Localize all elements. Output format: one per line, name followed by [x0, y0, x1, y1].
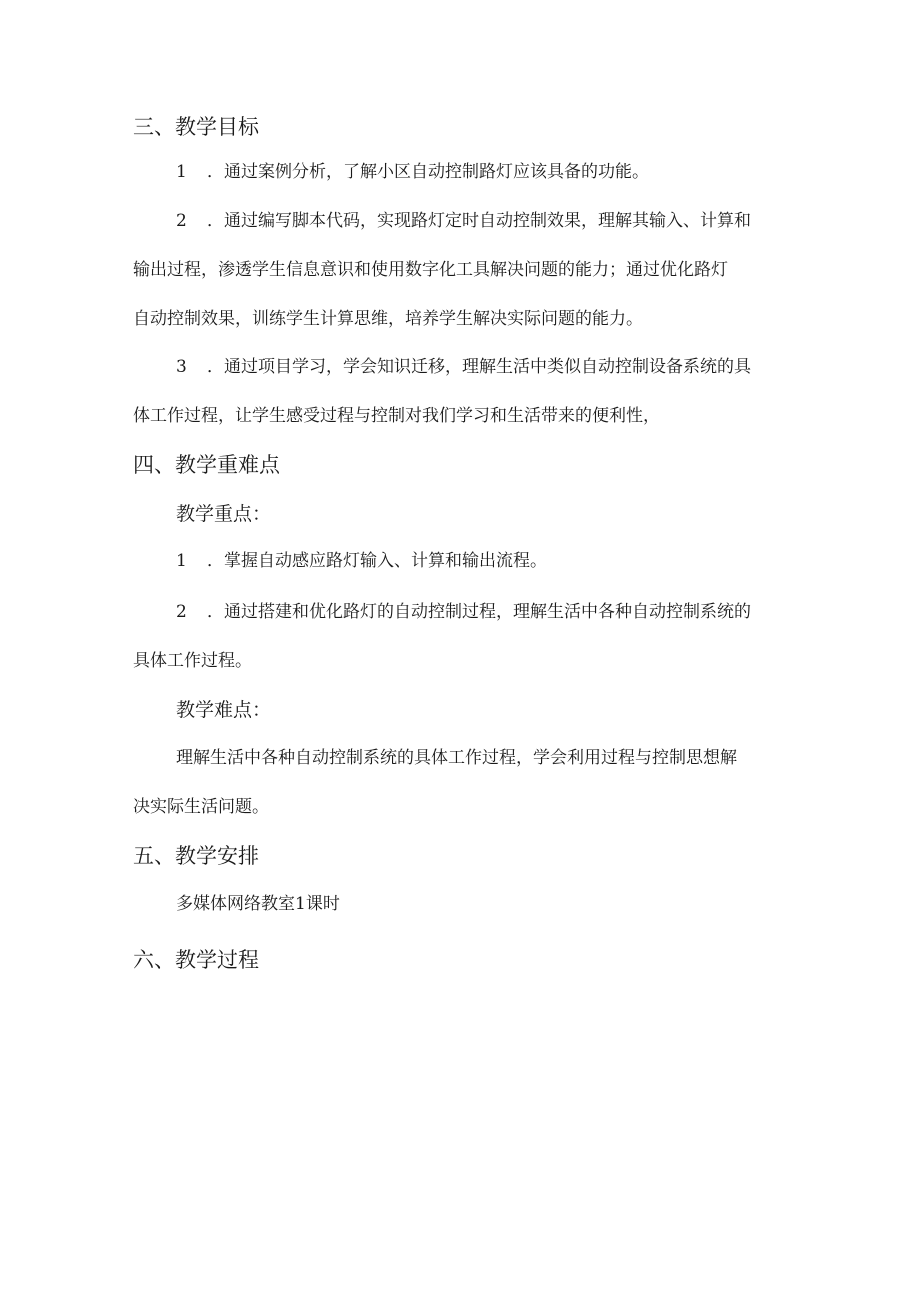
key-point-text: ．掌握自动感应路灯输入、计算和输出流程。 — [207, 551, 547, 571]
key-point-item-2 — [176, 604, 751, 621]
goal-number: 1 — [176, 162, 187, 182]
goal-text: ．通过案例分析，了解小区自动控制路灯应该具备的功能。 — [207, 162, 649, 182]
section-heading-teaching-goals: 三、教学目标 — [133, 115, 259, 139]
goal-number: 3 — [176, 357, 187, 377]
goal-text: ．通过项目学习，学会知识迁移，理解生活中类似自动控制设备系统的具 — [207, 357, 751, 377]
goal-text: ．通过编写脚本代码，实现路灯定时自动控制效果，理解其输入、计算和 — [207, 211, 751, 231]
key-point-text-continuation: 具体工作过程。 — [133, 651, 252, 671]
key-point-item-1 — [176, 553, 547, 570]
goal-item-2 — [176, 213, 751, 230]
goal-item-1 — [176, 164, 649, 181]
goal-number: 2 — [176, 211, 187, 231]
goal-text-continuation: 自动控制效果，训练学生计算思维，培养学生解决实际问题的能力。 — [133, 309, 643, 329]
key-point-number: 2 — [176, 602, 187, 622]
section-heading-teaching-arrangement: 五、教学安排 — [133, 844, 259, 868]
goal-item-3 — [176, 359, 751, 376]
section-heading-teaching-process: 六、教学过程 — [133, 948, 259, 972]
goal-text-continuation: 体工作过程，让学生感受过程与控制对我们学习和生活带来的便利性， — [133, 406, 660, 426]
difficulty-text-continuation: 决实际生活问题。 — [133, 797, 269, 817]
goal-text-continuation: 输出过程，渗透学生信息意识和使用数字化工具解决问题的能力；通过优化路灯 — [133, 260, 728, 280]
difficulty-text: 理解生活中各种自动控制系统的具体工作过程，学会利用过程与控制思想解 — [176, 748, 737, 768]
section-heading-key-difficult-points: 四、教学重难点 — [133, 453, 280, 477]
arrangement-text: 多媒体网络教室1课时 — [176, 894, 340, 914]
key-points-label: 教学重点： — [176, 503, 272, 525]
key-point-text: ．通过搭建和优化路灯的自动控制过程，理解生活中各种自动控制系统的 — [207, 602, 751, 622]
difficulty-label: 教学难点： — [176, 699, 272, 721]
key-point-number: 1 — [176, 551, 187, 571]
